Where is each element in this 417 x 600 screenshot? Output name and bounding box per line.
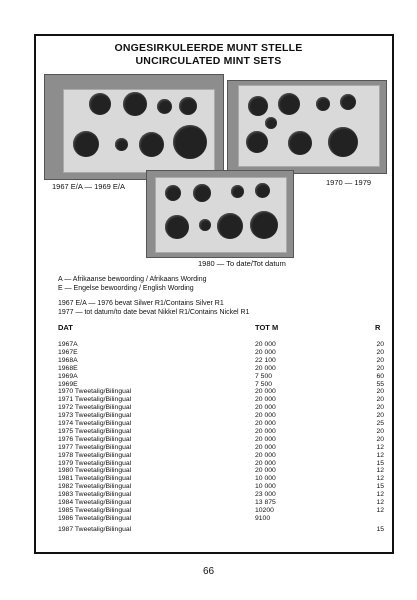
title-english: UNCIRCULATED MINT SETS	[135, 55, 282, 67]
row-date: 1969E	[58, 380, 78, 388]
table-row	[58, 460, 388, 468]
legend-english: E — Engelse bewoording / English Wording	[58, 285, 194, 292]
row-price: 12	[376, 443, 384, 451]
coin	[288, 131, 312, 155]
legend-afrikaans: A — Afrikaanse bewoording / Afrikaans Wording	[58, 276, 207, 283]
coin	[115, 138, 128, 151]
row-price: 20	[376, 404, 384, 412]
row-total-minted: 10 000	[255, 483, 276, 491]
row-price: 15	[376, 483, 384, 491]
table-row	[58, 404, 388, 412]
caption-1970-1979: 1970 — 1979	[326, 178, 372, 187]
coin	[165, 185, 181, 201]
row-total-minted: 20 000	[255, 348, 276, 356]
row-price: 55	[376, 380, 384, 388]
row-price: 20	[376, 348, 384, 356]
row-price: 12	[376, 475, 384, 483]
caption-1980-to-date: 1980 — To date/Tot datum	[198, 259, 286, 268]
row-price: 20	[376, 364, 384, 372]
row-date: 1982 Tweetalig/Bilingual	[58, 483, 132, 491]
header-date: DAT	[58, 323, 73, 332]
note-nickel: 1977 — tot datum/to date bevat Nikkel R1/Contains Nickel R1	[58, 309, 250, 316]
coin	[157, 99, 172, 114]
row-price: 20	[376, 427, 384, 435]
row-date: 1980 Tweetalig/Bilingual	[58, 467, 132, 475]
row-total-minted: 20 000	[255, 467, 276, 475]
row-total-minted: 10200	[255, 506, 274, 514]
note-silver: 1967 E/A — 1976 bevat Silwer R1/Contains Silver R1	[58, 300, 224, 307]
row-date: 1979 Tweetalig/Bilingual	[58, 459, 132, 467]
row-total-minted: 10 000	[255, 475, 276, 483]
coin	[328, 127, 358, 157]
row-date: 1975 Tweetalig/Bilingual	[58, 427, 132, 435]
row-date: 1978 Tweetalig/Bilingual	[58, 451, 132, 459]
row-total-minted: 13 875	[255, 499, 276, 506]
row-date: 1974 Tweetalig/Bilingual	[58, 420, 132, 427]
table-row	[58, 452, 388, 460]
table-row	[58, 349, 388, 357]
coin	[278, 93, 300, 115]
row-total-minted: 20 000	[255, 412, 276, 420]
row-date: 1983 Tweetalig/Bilingual	[58, 491, 132, 499]
row-date: 1977 Tweetalig/Bilingual	[58, 443, 132, 451]
table-row	[58, 507, 388, 515]
coin	[139, 132, 164, 157]
row-total-minted: 20 000	[255, 388, 276, 396]
row-price: 20	[376, 388, 384, 396]
row-price: 15	[376, 459, 384, 467]
row-total-minted: 20 000	[255, 459, 276, 467]
title-afrikaans: ONGESIRKULEERDE MUNT STELLE	[114, 42, 303, 54]
row-total-minted: 20 000	[255, 451, 276, 459]
photo-mint-set-1970-1979	[227, 80, 387, 174]
row-price: 12	[376, 499, 384, 506]
coin	[231, 185, 244, 198]
row-price: 20	[376, 396, 384, 404]
table-row	[58, 499, 388, 507]
row-price: 12	[376, 506, 384, 514]
table-row	[58, 412, 388, 420]
coin	[165, 215, 189, 239]
row-price: 12	[376, 451, 384, 459]
photo-mint-set-1980-to-date	[146, 170, 294, 258]
header-total-minted: TOT M	[255, 323, 279, 332]
coin	[173, 125, 207, 159]
row-total-minted: 20 000	[255, 427, 276, 435]
row-date: 1969A	[58, 372, 78, 380]
table-row	[58, 388, 388, 396]
row-date: 1981 Tweetalig/Bilingual	[58, 475, 132, 483]
row-total-minted: 20 000	[255, 364, 276, 372]
coin	[179, 97, 197, 115]
row-date: 1967A	[58, 341, 78, 348]
row-date: 1976 Tweetalig/Bilingual	[58, 435, 132, 443]
row-total-minted: 9100	[255, 514, 271, 522]
row-price: 20	[376, 341, 384, 348]
row-price: 25	[376, 420, 384, 427]
row-price: 15	[376, 525, 384, 533]
row-price: 20	[376, 435, 384, 443]
row-total-minted: 20 000	[255, 341, 276, 348]
table-row	[58, 483, 388, 491]
row-price: 12	[376, 467, 384, 475]
coin	[123, 92, 147, 116]
caption-1967-1969: 1967 E/A — 1969 E/A	[52, 182, 125, 191]
coin	[73, 131, 99, 157]
table-row	[58, 381, 388, 389]
row-date: 1970 Tweetalig/Bilingual	[58, 388, 132, 396]
coin	[316, 97, 330, 111]
coin	[248, 96, 268, 116]
table-row	[58, 357, 388, 365]
row-price: 12	[376, 491, 384, 499]
row-date: 1984 Tweetalig/Bilingual	[58, 499, 132, 506]
row-total-minted: 20 000	[255, 435, 276, 443]
row-date: 1986 Tweetalig/Bilingual	[58, 514, 132, 522]
table-row	[58, 420, 388, 428]
coin	[250, 211, 278, 239]
page-number: 66	[202, 566, 215, 577]
photo-mint-set-1967-1969	[44, 74, 224, 180]
table-row	[58, 491, 388, 499]
row-total-minted: 20 000	[255, 396, 276, 404]
coin	[199, 219, 211, 231]
row-total-minted: 20 000	[255, 420, 276, 427]
table-row	[58, 428, 388, 436]
row-price: 20	[376, 356, 384, 364]
row-date: 1968A	[58, 356, 78, 364]
coin	[255, 183, 270, 198]
row-total-minted: 20 000	[255, 404, 276, 412]
row-price: 20	[376, 412, 384, 420]
row-date: 1985 Tweetalig/Bilingual	[58, 506, 132, 514]
row-total-minted: 23 000	[255, 491, 276, 499]
coin	[265, 117, 277, 129]
row-total-minted: 7 500	[255, 372, 273, 380]
table-row	[58, 467, 388, 475]
table-row	[58, 341, 388, 349]
header-price: R	[375, 323, 381, 332]
table-row	[58, 444, 388, 452]
row-price: 60	[376, 372, 384, 380]
row-date: 1971 Tweetalig/Bilingual	[58, 396, 132, 404]
row-date: 1968E	[58, 364, 78, 372]
row-date: 1972 Tweetalig/Bilingual	[58, 404, 132, 412]
coin	[340, 94, 356, 110]
coin	[217, 213, 243, 239]
row-total-minted: 22 100	[255, 356, 276, 364]
table-row	[58, 436, 388, 444]
coin	[246, 131, 268, 153]
coin	[193, 184, 211, 202]
row-date: 1987 Tweetalig/Bilingual	[58, 525, 132, 533]
coin	[89, 93, 111, 115]
row-date: 1973 Tweetalig/Bilingual	[58, 412, 132, 420]
table-row	[58, 373, 388, 381]
row-total-minted: 7 500	[255, 380, 273, 388]
table-row	[58, 396, 388, 404]
table-row	[58, 365, 388, 373]
row-total-minted: 20 000	[255, 443, 276, 451]
row-date: 1967E	[58, 348, 78, 356]
table-row	[58, 515, 388, 523]
table-row	[58, 475, 388, 483]
table-row	[58, 526, 388, 534]
